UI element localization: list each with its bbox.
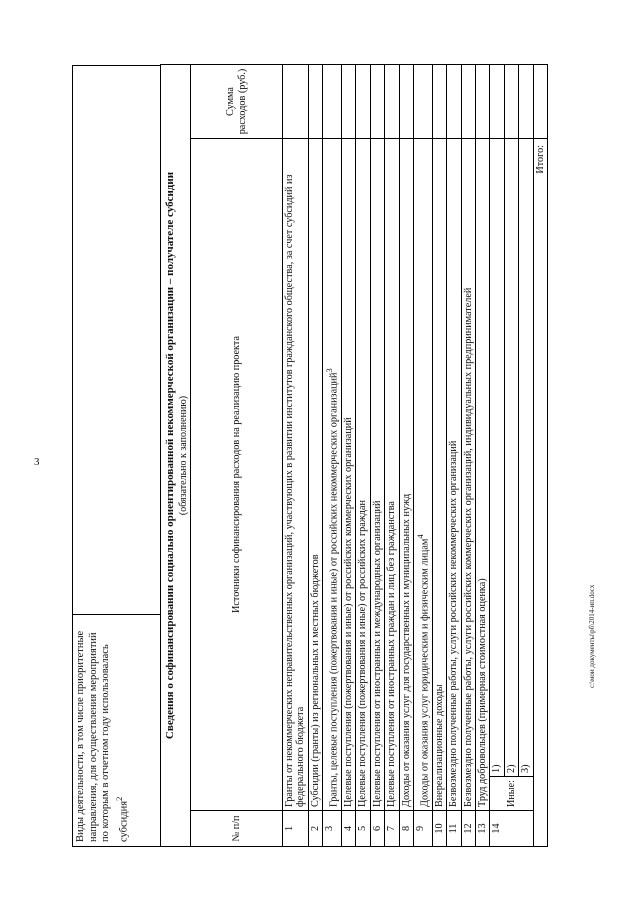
row-number: 4	[342, 811, 356, 847]
table-row	[399, 65, 413, 847]
row-number: 7	[385, 811, 399, 847]
other-item[interactable]: 2)	[504, 139, 518, 777]
table-row	[323, 65, 342, 847]
source-cell	[385, 139, 399, 811]
table-row	[414, 65, 433, 847]
source-cell	[356, 139, 370, 811]
table-row	[385, 65, 399, 847]
table-row	[461, 65, 475, 847]
activity-label: Виды деятельности, в том числе приоритетные направления, для осуществления мероприятий по которым в отчетном году использовалась субсидия$^2$	[73, 614, 160, 846]
other-label: Иные:	[490, 777, 533, 811]
row-number: 3	[323, 811, 342, 847]
section-title-row	[161, 65, 191, 847]
row-number: 2	[308, 811, 322, 847]
source-text: Целевые поступления (пожертвования и иные) от российских коммерческих организаций	[343, 417, 355, 807]
source-cell	[342, 139, 356, 811]
header-sum: Сумма расходов (руб.)	[191, 65, 283, 139]
source-text: Безвозмездно полученные работы, услуги российских некоммерческих организаций	[448, 440, 460, 807]
table-row	[447, 65, 461, 847]
row-number: 9	[414, 811, 433, 847]
other-row	[519, 65, 533, 847]
header-num: № п/п	[191, 811, 283, 847]
source-text: Целевые поступления от иностранных и международных организаций	[371, 500, 383, 807]
source-cell	[308, 139, 322, 811]
row-number: 1	[283, 811, 309, 847]
sum-cell[interactable]	[447, 65, 461, 139]
source-cell	[447, 139, 461, 811]
row-number: 10	[432, 811, 446, 847]
sum-cell[interactable]	[461, 65, 475, 139]
sum-cell[interactable]	[476, 65, 490, 139]
activity-input-cell[interactable]	[73, 66, 160, 614]
source-cell	[323, 139, 342, 811]
cofinancing-table	[160, 64, 548, 847]
total-row	[533, 65, 547, 847]
source-cell	[399, 139, 413, 811]
source-text: Гранты от некоммерческих неправительственных организаций, участвующих в развитии институтов гражданского общества, за счет субсидий из федерального бюджета	[284, 174, 307, 807]
source-text: Субсидии (гранты) из региональных и местных бюджетов	[309, 554, 321, 807]
sum-cell[interactable]	[283, 65, 309, 139]
table-row	[432, 65, 446, 847]
header-source: Источники софинансирования расходов на реализацию проекта	[191, 139, 283, 811]
row-number: 14	[490, 811, 533, 847]
row-number: 11	[447, 811, 461, 847]
header-row	[191, 65, 283, 847]
row-number: 5	[356, 811, 370, 847]
table-row	[356, 65, 370, 847]
source-cell	[370, 139, 384, 811]
sum-cell[interactable]	[356, 65, 370, 139]
total-label: Итого:	[533, 139, 547, 847]
source-cell	[432, 139, 446, 811]
source-cell	[476, 139, 490, 811]
total-sum-cell[interactable]	[533, 65, 547, 139]
table-row	[308, 65, 322, 847]
other-row	[490, 65, 504, 847]
sum-cell[interactable]	[385, 65, 399, 139]
sum-cell[interactable]	[399, 65, 413, 139]
source-text: Безвозмездно полученные работы, услуги российских коммерческих организаций, индивидуальных предпринимателей	[462, 287, 474, 807]
source-text: Гранты, целевые поступления (пожертвования и иные) от российских некоммерческих организаций	[328, 372, 340, 807]
section-subtitle: (обязательно к заполнению)	[178, 395, 189, 516]
source-text: Целевые поступления (пожертвования и иные) от российских граждан	[357, 500, 369, 807]
sum-cell[interactable]	[519, 65, 533, 139]
section-title: Сведения о софинансировании социально ориентированной некоммерческой организации – получателе субсидии (обязательно к заполнению)	[161, 65, 191, 847]
sum-cell[interactable]	[432, 65, 446, 139]
table-row	[476, 65, 490, 847]
rotated-form	[72, 65, 570, 847]
footnote-mark: 3	[324, 368, 335, 373]
sum-cell[interactable]	[323, 65, 342, 139]
source-text: Внереализационные доходы	[433, 684, 445, 807]
footnote-mark: 4	[415, 534, 426, 539]
source-text: Доходы от оказания услуг для государственных и муниципальных нужд	[400, 493, 412, 807]
sum-cell[interactable]	[308, 65, 322, 139]
other-item[interactable]: 3)	[519, 139, 533, 777]
table-row	[342, 65, 356, 847]
page-number: 3	[34, 456, 40, 468]
sum-cell[interactable]	[504, 65, 518, 139]
footer-path: c:\мои документы\рб\2014-ип.docx	[588, 584, 596, 688]
table-row	[370, 65, 384, 847]
sum-cell[interactable]	[370, 65, 384, 139]
other-item[interactable]: 1)	[490, 139, 504, 777]
activity-block	[72, 65, 160, 847]
other-row	[504, 65, 518, 847]
table-row	[283, 65, 309, 847]
source-cell	[461, 139, 475, 811]
sum-cell[interactable]	[414, 65, 433, 139]
row-number: 8	[399, 811, 413, 847]
source-text: Труд добровольцев (примерная стоимостная оценка)	[477, 578, 489, 807]
source-cell	[414, 139, 433, 811]
row-number: 6	[370, 811, 384, 847]
row-number: 12	[461, 811, 475, 847]
sum-cell[interactable]	[490, 65, 504, 139]
source-text: Целевые поступления от иностранных граждан и лиц без гражданства	[386, 501, 398, 807]
source-cell	[283, 139, 309, 811]
source-text: Доходы от оказания услуг юридическим и физическим лицам	[419, 538, 431, 807]
sum-cell[interactable]	[342, 65, 356, 139]
row-number: 13	[476, 811, 490, 847]
